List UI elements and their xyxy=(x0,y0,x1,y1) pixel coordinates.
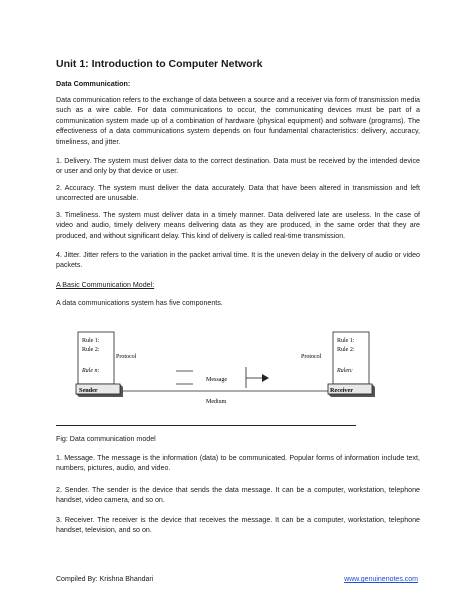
footer-website-link[interactable]: www.genuinenotes.com xyxy=(344,576,418,583)
page-title: Unit 1: Introduction to Computer Network xyxy=(56,58,263,70)
sender-rule-1: Rule 1: xyxy=(82,338,100,344)
message-arrow-head xyxy=(262,374,269,382)
communication-model-diagram xyxy=(56,325,420,425)
receiver-label: Receiver xyxy=(330,387,354,394)
receiver-paragraph: 3. Receiver. The receiver is the device that receives the message. It can be a computer, workstation, telephone handset, television, and so on. xyxy=(56,516,420,535)
jitter-paragraph: 4. Jitter. Jitter refers to the variation in the packet arrival time. It is the uneven delay in the delivery of audio or video packets. xyxy=(56,251,420,270)
timeliness-paragraph: 3. Timeliness. The system must deliver data in a timely manner. Data delivered late are useless. In the case of video and audio, timely delivery means delivering data as they are produced, in the same order that they are produced, and without significant delay. This kind of delivery is called real-time transmission. xyxy=(56,211,420,240)
sender-paragraph: 2. Sender. The sender is the device that sends the data message. It can be a computer, workstation, telephone handset, video camera, and so on. xyxy=(56,486,420,505)
message-label: Message xyxy=(206,377,227,383)
section-heading: Data Communication: xyxy=(56,79,131,88)
receiver-rule-1: Rule 1: xyxy=(337,338,355,344)
sender-label: Sender xyxy=(79,387,98,394)
message-paragraph: 1. Message. The message is the information (data) to be communicated. Popular forms of information include text, numbers, pictures, audio, and video. xyxy=(56,454,420,473)
sender-rule-2: Rule 2: xyxy=(82,347,100,353)
figure-rule xyxy=(56,425,356,426)
receiver-rule-n: Rulen: xyxy=(337,368,353,374)
medium-label: Medium xyxy=(206,399,227,405)
protocol-right-label: Protocol xyxy=(301,354,322,360)
model-intro-paragraph: A data communications system has five components. xyxy=(56,299,223,307)
intro-paragraph: Data communication refers to the exchange of data between a source and a receiver via form of transmission media such as a wire cable. For data communications to occur, the communicating devices must be part of a communication system made up of a combination of hardware (physical equipment) and software (programs). The effectiveness of a data communications system depends on four fundamental characteristics: delivery, accuracy, timeliness, and jitter. xyxy=(56,96,420,146)
receiver-rule-2: Rule 2: xyxy=(337,347,355,353)
footer-compiled-by: Compiled By: Krishna Bhandari xyxy=(56,576,154,583)
accuracy-paragraph: 2. Accuracy. The system must deliver the data accurately. Data that have been altered in transmission and left uncorrected are unusable. xyxy=(56,184,420,203)
delivery-paragraph: 1. Delivery. The system must deliver data to the correct destination. Data must be received by the intended device or user and only by that device or user. xyxy=(56,157,420,176)
model-heading: A Basic Communication Model: xyxy=(56,281,155,289)
figure-caption: Fig: Data communication model xyxy=(56,435,156,443)
sender-rule-n: Rule n: xyxy=(82,368,100,374)
protocol-left-label: Protocol xyxy=(116,354,137,360)
